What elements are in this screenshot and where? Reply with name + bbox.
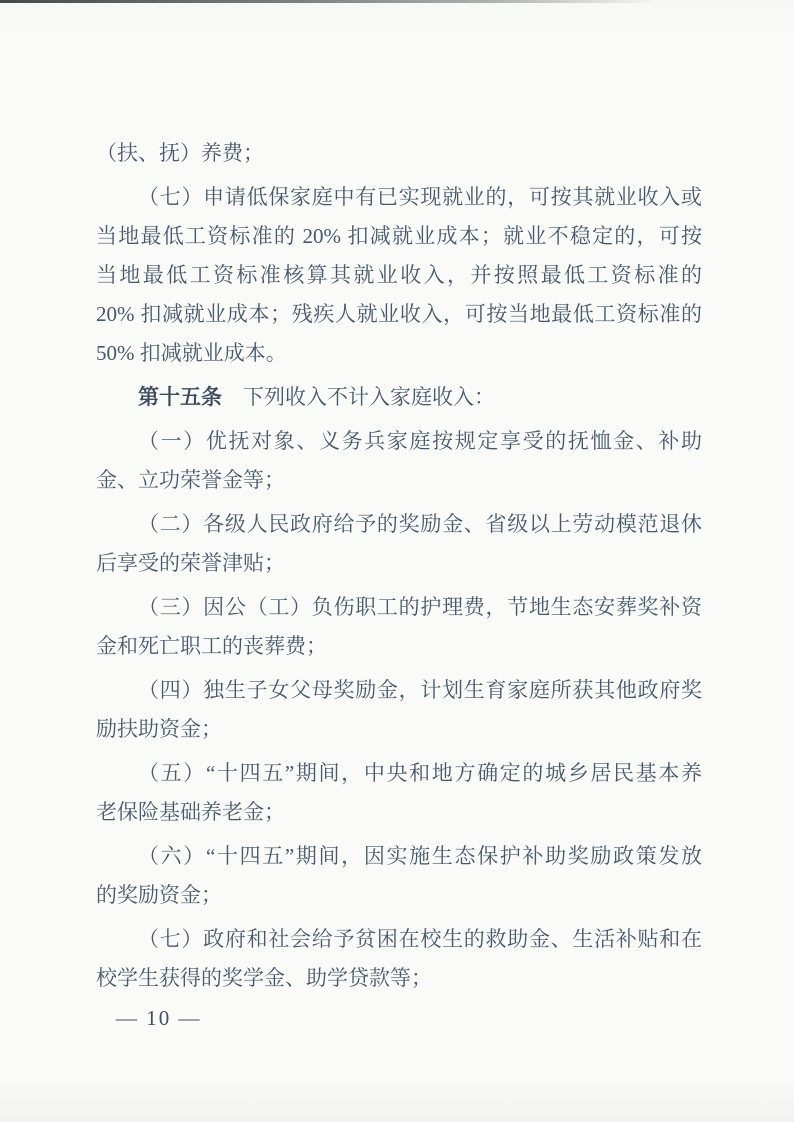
paragraph [96,178,702,373]
text-line: 金和死亡职工的丧葬费； [96,634,327,658]
text-line: 50% 扣减就业成本。 [96,341,287,365]
text-line: 当地最低工资标准的 20% 扣减就业成本；就业不稳定的，可按 [96,224,702,248]
paragraph [96,671,702,749]
paragraph [96,378,702,417]
paragraph [96,920,702,998]
scan-artifact-line [0,0,660,3]
text-line: （四）独生子女父母奖励金，计划生育家庭所获其他政府奖 [138,678,702,702]
paragraph [96,754,702,832]
text-line: （二）各级人民政府给予的奖励金、省级以上劳动模范退休 [138,512,702,536]
text-line: 第十五条 下列收入不计入家庭收入： [138,385,495,409]
document-body [96,134,702,998]
paragraph [96,588,702,666]
article-number-bold: 第十五条 [138,385,222,409]
text-line: 励扶助资金； [96,717,222,741]
paragraph [96,134,702,173]
text-line: 20% 扣减就业成本；残疾人就业收入，可按当地最低工资标准的 [96,302,702,326]
text-line: （三）因公（工）负伤职工的护理费，节地生态安葬奖补资 [138,595,702,619]
paragraph [96,505,702,583]
paragraph [96,837,702,915]
text-line: 当地最低工资标准核算其就业收入，并按照最低工资标准的 [96,263,702,287]
text-line: （一）优抚对象、义务兵家庭按规定享受的抚恤金、补助 [138,429,702,453]
text-line: 校学生获得的奖学金、助学贷款等； [96,966,432,990]
text-line: 后享受的荣誉津贴； [96,551,285,575]
paragraph [96,422,702,500]
text-line: （七）政府和社会给予贫困在校生的救助金、生活补贴和在 [138,927,702,951]
text-line: （扶、抚）养费； [96,141,264,165]
text-line: 老保险基础养老金； [96,800,285,824]
text-line: （七）申请低保家庭中有已实现就业的，可按其就业收入或 [138,185,702,209]
text-line: （六）“十四五”期间，因实施生态保护补助奖励政策发放 [138,844,702,868]
text-line: （五）“十四五”期间，中央和地方确定的城乡居民基本养 [138,761,702,785]
text-line: 的奖励资金； [96,883,222,907]
text-line: 金、立功荣誉金等； [96,468,285,492]
page-number: — 10 — [116,1006,202,1030]
